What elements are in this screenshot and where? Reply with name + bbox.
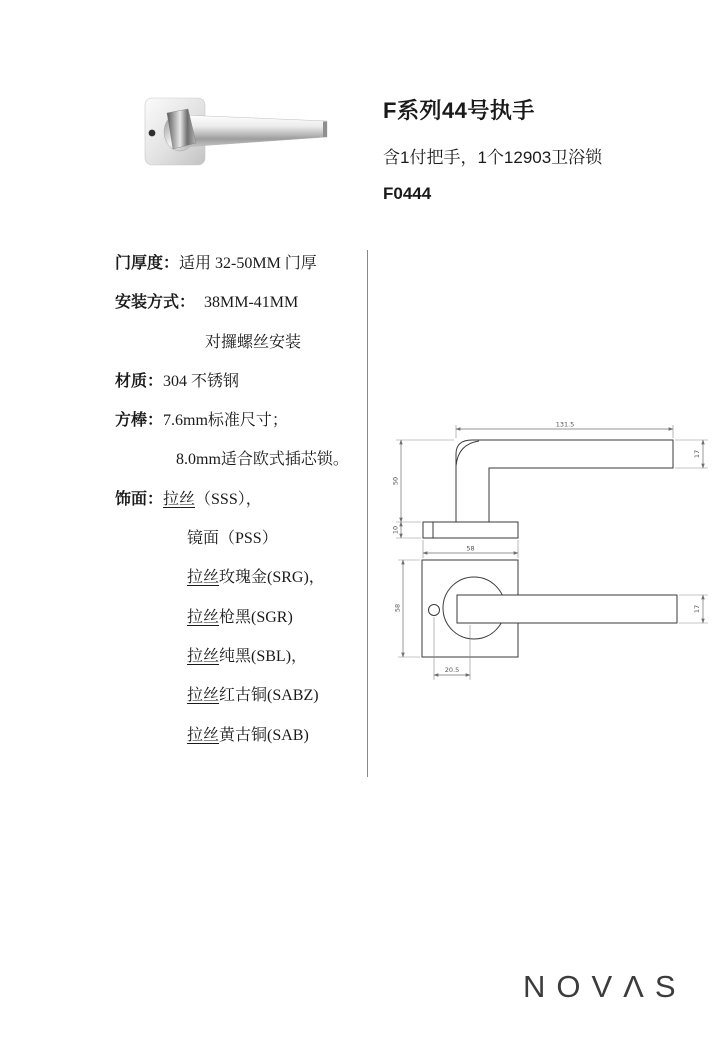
- dim-rose-height: 58: [393, 603, 402, 613]
- spec-value: 纯黑(SBL)，: [219, 647, 308, 665]
- product-photo: [120, 85, 350, 215]
- spec-value: 8.0mm适合欧式插芯锁。: [176, 451, 349, 469]
- product-subtitle: 含1付把手，1个12903卫浴锁: [383, 148, 603, 167]
- spec-value: 38MM-41MM: [204, 294, 299, 312]
- spec-value: 7.6mm标准尺寸；: [163, 412, 288, 430]
- spec-value: 对攞螺丝安装: [205, 333, 302, 351]
- spec-list: [115, 250, 365, 761]
- spec-label: 安装方式：: [115, 294, 196, 312]
- front-lever-bar: [457, 595, 677, 623]
- finish-prefix: 拉丝: [187, 687, 220, 705]
- spec-value: 304 不锈钢: [163, 372, 240, 390]
- dim-length: 131.5: [555, 420, 575, 429]
- front-view: [394, 560, 709, 680]
- dim-rose-width: 58: [466, 544, 475, 553]
- finish-prefix: 拉丝: [187, 608, 220, 626]
- dim-front-bar: 17: [693, 604, 701, 614]
- spec-row-finish-sab: [115, 722, 365, 761]
- finish-prefix: 拉丝: [187, 647, 220, 665]
- finish-prefix: 拉丝: [187, 569, 220, 587]
- spec-value: 黄古铜(SAB): [219, 726, 309, 744]
- dim-side-bar: 17: [693, 449, 701, 459]
- spec-row-finish-pss: [115, 525, 365, 564]
- technical-drawing: [385, 408, 715, 708]
- spec-value: 玫瑰金(SRG)，: [219, 569, 325, 587]
- model-number: F0444: [383, 184, 432, 203]
- finish-prefix: 拉丝: [163, 490, 196, 508]
- spec-label: 材质：: [115, 372, 164, 390]
- front-hole-circle: [429, 605, 440, 616]
- spec-row-material: [115, 368, 365, 407]
- handle-bar-end: [323, 122, 327, 138]
- spec-value: 镜面（PSS）: [187, 530, 278, 548]
- header: [383, 94, 703, 204]
- side-lever-outline: [456, 440, 673, 522]
- spec-value: 枪黑(SGR): [219, 608, 293, 626]
- spec-row-spindle: [115, 407, 365, 446]
- spec-row-door-thickness: [115, 250, 365, 289]
- vertical-divider: [367, 250, 368, 777]
- handle-pin: [149, 130, 156, 137]
- spec-row-finish-srg: [115, 564, 365, 603]
- dim-rose-thickness: 10: [391, 525, 400, 535]
- spec-value: 红古铜(SABZ): [219, 687, 319, 705]
- spec-label: 门厚度：: [115, 255, 180, 272]
- spec-row-finish-sss: [115, 486, 365, 525]
- spec-label: 饰面：: [115, 490, 164, 508]
- spec-row-finish-sgr: [115, 604, 365, 643]
- novas-logo: NOVΛS: [523, 969, 687, 1004]
- spec-row-finish-sbl: [115, 643, 365, 682]
- page-title: F系列44号执手: [383, 98, 535, 123]
- spec-row-install-detail: [115, 329, 365, 368]
- spec-value: （SSS），: [195, 490, 262, 508]
- side-rose-outline: [423, 522, 518, 538]
- handle-lever-bar: [182, 115, 327, 147]
- spec-label: 方棒：: [115, 412, 164, 430]
- dim-height: 50: [391, 476, 400, 486]
- dim-hole-offset: 20.5: [444, 666, 460, 674]
- spec-value: 适用 32-50MM 门厚: [179, 255, 317, 272]
- spec-row-install-method: [115, 289, 365, 328]
- side-view: [392, 421, 709, 559]
- finish-prefix: 拉丝: [187, 726, 220, 744]
- spec-row-finish-sabz: [115, 682, 365, 721]
- spec-row-spindle-detail: [115, 446, 365, 485]
